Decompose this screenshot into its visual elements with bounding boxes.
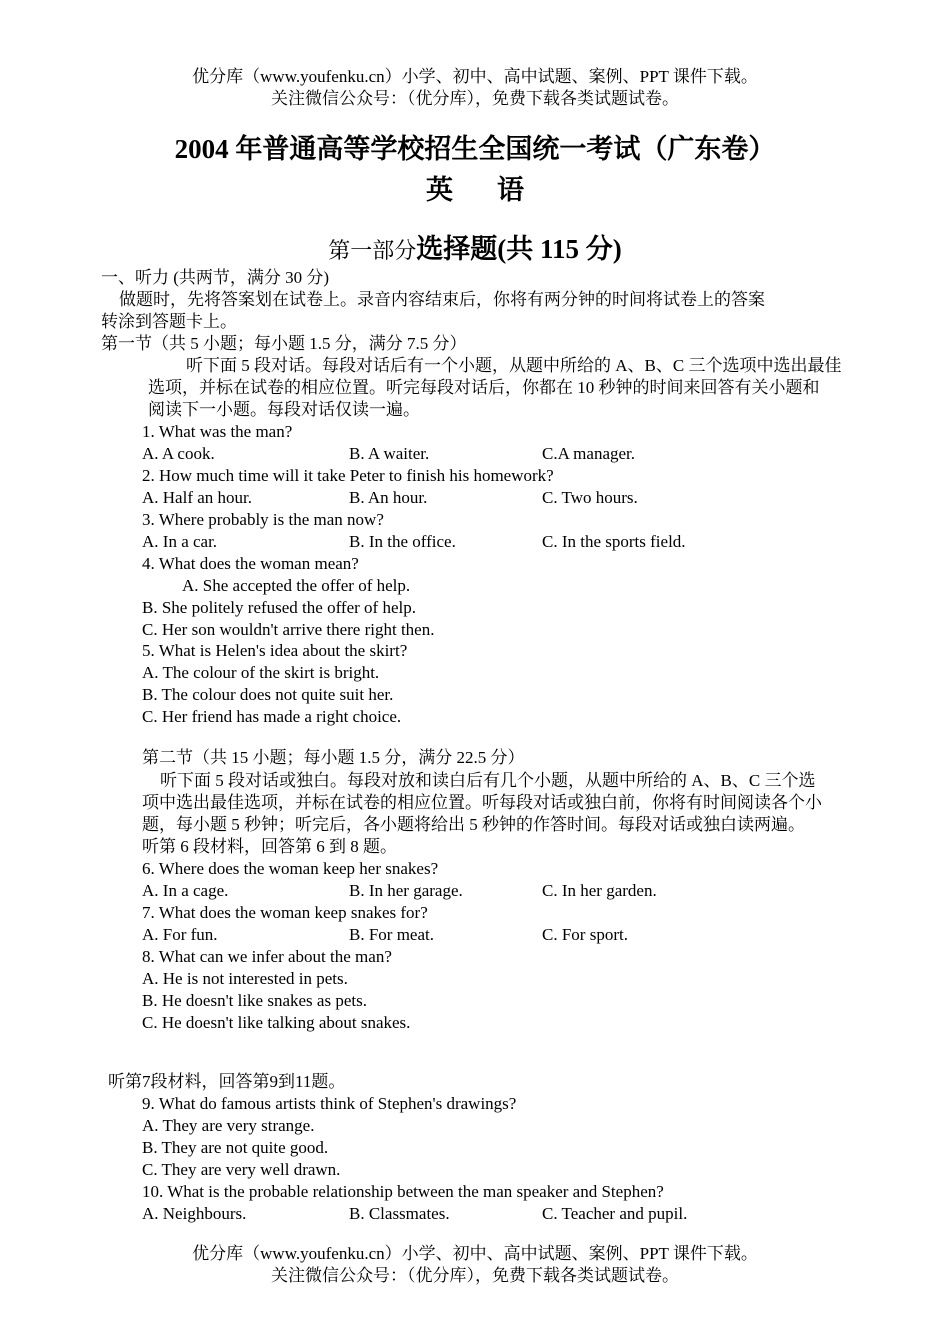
question-7: 7. What does the woman keep snakes for? xyxy=(142,903,428,922)
section1-instruction-1: 做题时，先将答案划在试卷上。录音内容结束后，你将有两分钟的时间将试卷上的答案 xyxy=(119,290,765,309)
q4-option-c: C. Her son wouldn't arrive there right then. xyxy=(142,620,435,639)
subsection1-instruction-2: 选项，并标在试卷的相应位置。听完每段对话后，你都在 10 秒钟的时间来回答有关小题和 xyxy=(148,378,820,397)
subsection2-instruction-2: 项中选出最佳选项，并标在试卷的相应位置。听每段对话或独白前，你将有时间阅读各个小 xyxy=(142,793,822,812)
header-line-1: 优分库（www.youfenku.cn）小学、初中、高中试题、案例、PPT 课件下载。 xyxy=(192,67,758,86)
header-line-2: 关注微信公众号：（优分库），免费下载各类试题试卷。 xyxy=(271,89,679,108)
subsection2-heading: 第二节（共 15 小题；每小题 1.5 分，满分 22.5 分） xyxy=(142,748,525,767)
q3-option-b: B. In the office. xyxy=(349,532,456,551)
q2-option-c: C. Two hours. xyxy=(542,488,638,507)
q4-option-b: B. She politely refused the offer of help. xyxy=(142,598,416,617)
question-4: 4. What does the woman mean? xyxy=(142,554,359,573)
subsection2-instruction-3: 题，每小题 5 秒钟；听完后，各小题将给出 5 秒钟的作答时间。每段对话或独白读两遍。 xyxy=(142,815,805,834)
question-8: 8. What can we infer about the man? xyxy=(142,947,392,966)
part-bold: 选择题(共 115 分) xyxy=(416,234,622,264)
question-10: 10. What is the probable relationship between the man speaker and Stephen? xyxy=(142,1182,664,1201)
subsection2-instruction-1: 听下面 5 段对话或独白。每段对放和读白后有几个小题，从题中所给的 A、B、C 三个选 xyxy=(160,771,816,790)
q6-option-c: C. In her garden. xyxy=(542,881,657,900)
footer-line-1: 优分库（www.youfenku.cn）小学、初中、高中试题、案例、PPT 课件下载。 xyxy=(192,1244,758,1263)
part-heading xyxy=(0,234,950,266)
q8-option-c: C. He doesn't like talking about snakes. xyxy=(142,1013,411,1032)
section1-heading: 一、听力 (共两节，满分 30 分) xyxy=(101,268,330,287)
subsection1-instruction-1: 听下面 5 段对话。每段对话后有一个小题，从题中所给的 A、B、C 三个选项中选出最佳 xyxy=(186,356,842,375)
q2-option-b: B. An hour. xyxy=(349,488,428,507)
q6-option-a: A. In a cage. xyxy=(142,881,229,900)
q1-option-a: A. A cook. xyxy=(142,444,215,463)
q8-option-a: A. He is not interested in pets. xyxy=(142,969,348,988)
question-2: 2. How much time will it take Peter to finish his homework? xyxy=(142,466,554,485)
part-prefix: 第一部分 xyxy=(328,238,417,263)
q1-option-c: C.A manager. xyxy=(542,444,636,463)
question-6: 6. Where does the woman keep her snakes? xyxy=(142,859,439,878)
q10-option-c: C. Teacher and pupil. xyxy=(542,1204,688,1223)
subject-char-2: 语 xyxy=(497,175,524,205)
q3-option-a: A. In a car. xyxy=(142,532,218,551)
q5-option-b: B. The colour does not quite suit her. xyxy=(142,685,394,704)
q1-option-b: B. A waiter. xyxy=(349,444,430,463)
exam-title: 2004 年普通高等学校招生全国统一考试（广东卷） xyxy=(174,134,776,164)
q4-option-a: A. She accepted the offer of help. xyxy=(182,576,411,595)
material-7-label: 听第7段材料，回答第9到11题。 xyxy=(108,1072,346,1091)
q6-option-b: B. In her garage. xyxy=(349,881,463,900)
question-1: 1. What was the man? xyxy=(142,422,293,441)
footer-line-2: 关注微信公众号：（优分库），免费下载各类试题试卷。 xyxy=(271,1266,679,1285)
subsection1-heading: 第一节（共 5 小题；每小题 1.5 分，满分 7.5 分） xyxy=(101,334,467,353)
material-6-label: 听第 6 段材料，回答第 6 到 8 题。 xyxy=(142,837,397,856)
question-9: 9. What do famous artists think of Stephen's drawings? xyxy=(142,1094,517,1113)
question-5: 5. What is Helen's idea about the skirt? xyxy=(142,641,408,660)
q5-option-a: A. The colour of the skirt is bright. xyxy=(142,663,380,682)
subsection1-instruction-3: 阅读下一小题。每段对话仅读一遍。 xyxy=(148,400,420,419)
subject-title xyxy=(0,174,950,206)
q7-option-a: A. For fun. xyxy=(142,925,218,944)
q3-option-c: C. In the sports field. xyxy=(542,532,686,551)
q10-option-b: B. Classmates. xyxy=(349,1204,450,1223)
section1-instruction-2: 转涂到答题卡上。 xyxy=(101,312,237,331)
q9-option-b: B. They are not quite good. xyxy=(142,1138,329,1157)
q7-option-c: C. For sport. xyxy=(542,925,628,944)
q9-option-a: A. They are very strange. xyxy=(142,1116,315,1135)
q7-option-b: B. For meat. xyxy=(349,925,434,944)
q10-option-a: A. Neighbours. xyxy=(142,1204,247,1223)
q8-option-b: B. He doesn't like snakes as pets. xyxy=(142,991,367,1010)
q2-option-a: A. Half an hour. xyxy=(142,488,253,507)
q5-option-c: C. Her friend has made a right choice. xyxy=(142,707,402,726)
question-3: 3. Where probably is the man now? xyxy=(142,510,384,529)
subject-char-1: 英 xyxy=(426,175,453,205)
q9-option-c: C. They are very well drawn. xyxy=(142,1160,341,1179)
